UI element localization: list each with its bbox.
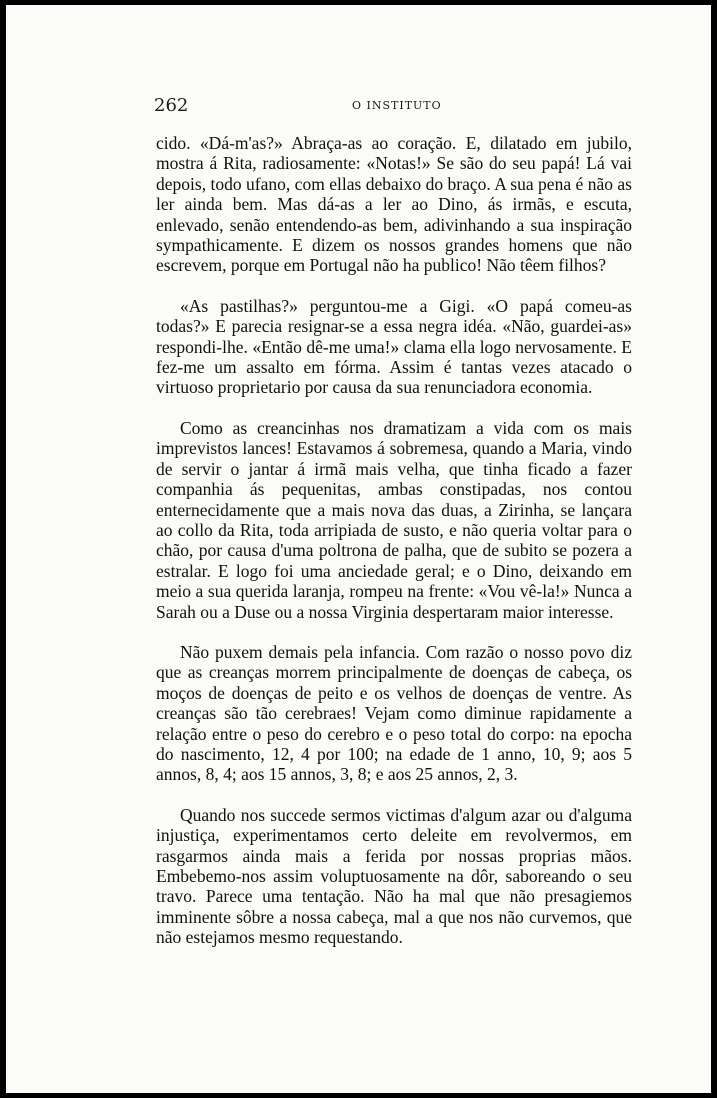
- paragraph-3: Como as creancinhas nos dramatizam a vida com os mais imprevistos lances! Estavamos á sobremesa, quando a Maria, vindo de servir o jantar á irmã mais velha, que tinha ficado a fazer companhia ás pequenitas, ambas constipadas, nos contou enternecidamente que a mais nova das duas, a Zirinha, se lançara ao collo da Rita, toda arripiada de susto, e não queria voltar para o chão, por causa d'uma poltrona de palha, que de subito se pozera a estralar. E logo foi uma anciedade geral; e o Dino, deixando em meio a sua querida laranja, rompeu na frente: «Vou vê-la!» Nunca a Sarah ou a Duse ou a nossa Virginia despertaram maior interesse.: [156, 417, 632, 622]
- page-number: 262: [154, 95, 189, 116]
- paragraph-1: cido. «Dá-m'as?» Abraça-as ao coração. E, dilatado em jubilo, mostra á Rita, radiosamente: «Notas!» Se são do seu papá! Lá vai depois, todo ufano, com ellas debaixo do braço. A sua pena é não as ler ainda bem. Mas dá-as a ler ao Dino, ás irmãs, e escuta, enlevado, senão entendendo-as bem, adivinhando a sua inspiração sympathicamente. E dizem os nossos grandes homens que não escrevem, porque em Portugal não ha publico! Não têem filhos?: [156, 133, 632, 276]
- paragraph-5: Quando nos succede sermos victimas d'algum azar ou d'alguma injustiça, experimentamos certo deleite em revolvermos, em rasgarmos ainda mais a ferida por nossas proprias mãos. Embebemo-nos assim voluptuosamente na dôr, saboreando o seu travo. Parece uma tentação. Não ha mal que não presagiemos imminente sôbre a nossa cabeça, mal a que nos não curvemos, que não estejamos mesmo requestando.: [156, 804, 632, 948]
- paragraph-4: Não puxem demais pela infancia. Com razão o nosso povo diz que as creanças morrem principalmente de doenças de cabeça, os moços de doenças de peito e os velhos de doenças de ventre. As creanças são tão cerebraes! Vejam como diminue rapidamente a relação entre o peso do cerebro e o peso total do corpo: na epocha do nascimento, 12, 4 por 100; na edade de 1 anno, 10, 9; aos 5 annos, 8, 4; aos 15 annos, 3, 8; e aos 25 annos, 2, 3.: [156, 641, 632, 785]
- book-page: [6, 5, 711, 1093]
- page-header: [154, 95, 586, 119]
- body-text: [156, 133, 632, 968]
- paragraph-2: «As pastilhas?» perguntou-me a Gigi. «O papá comeu-as todas?» E parecia resignar-se a essa negra idéa. «Não, guardei-as» respondi-lhe. «Então dê-me uma!» clama ella logo nervosamente. E fez-me um assalto em fórma. Assim é tantas vezes atacado o virtuoso proprietario por causa da sua renunciadora economia.: [156, 295, 632, 398]
- running-title: O INSTITUTO: [352, 99, 442, 112]
